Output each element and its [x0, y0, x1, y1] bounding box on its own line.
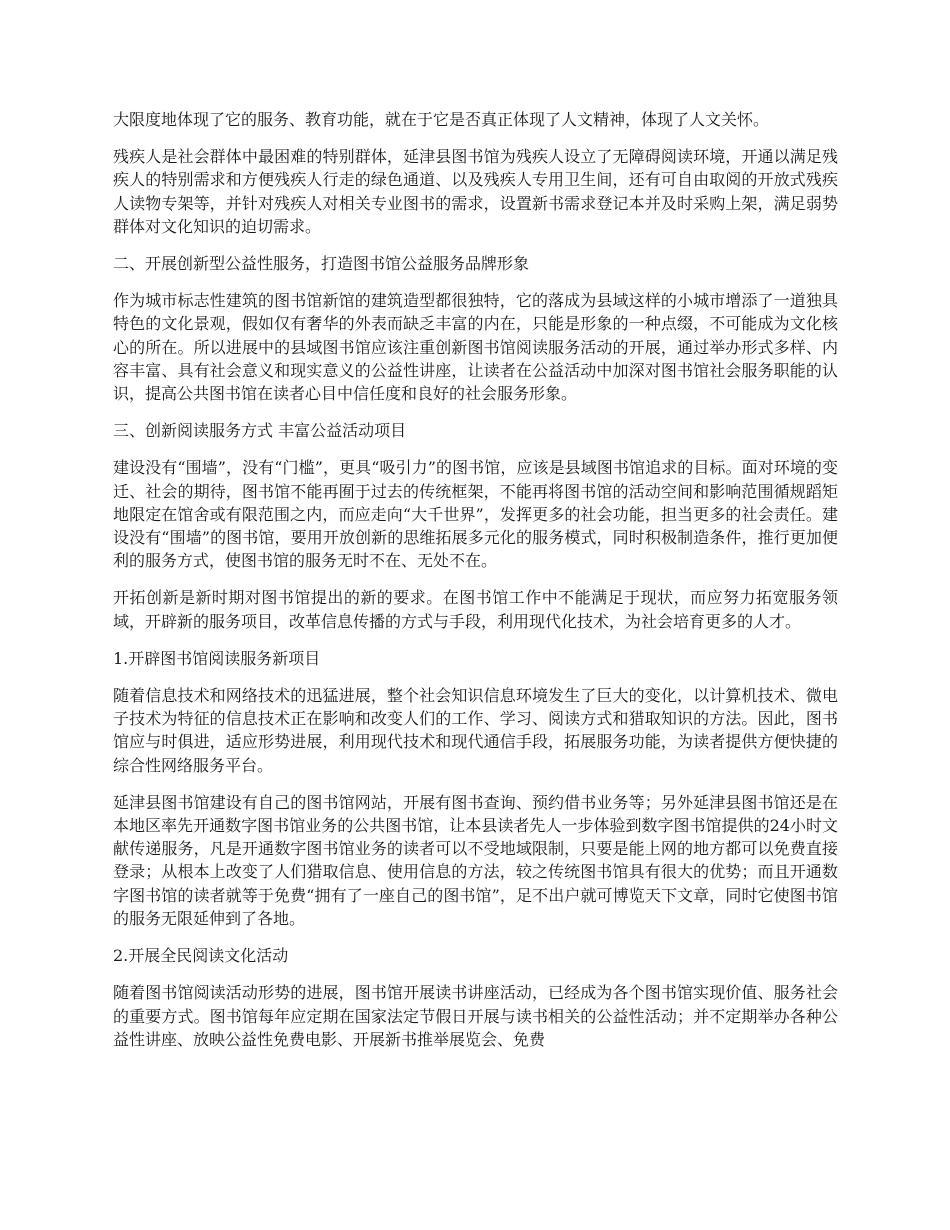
- subsection-heading: 2.开展全民阅读文化活动: [113, 946, 289, 966]
- section-heading: 三、创新阅读服务方式 丰富公益活动项目: [113, 421, 407, 441]
- paragraph: 随着信息技术和网络技术的迅猛进展，整个社会知识信息环境发生了巨大的变化，以计算机技术、微电子技术为特征的信息技术正在影响和改变人们的工作、学习、阅读方式和猎取知识的方法。因此，图书馆应与时俱进，适应形势进展，利用现代技术和现代通信手段，拓展服务功能，为读者提供方便快捷的综合性网络服务平台。: [113, 686, 838, 775]
- paragraph: 开拓创新是新时期对图书馆提出的新的要求。在图书馆工作中不能满足于现状，而应努力拓宽服务领域，开辟新的服务项目，改革信息传播的方式与手段，利用现代化技术，为社会培育更多的人才。: [113, 588, 838, 631]
- paragraph: 建设没有“围墙”，没有“门槛”，更具“吸引力”的图书馆，应该是县域图书馆追求的目标。面对环境的变迁、社会的期待，图书馆不能再囿于过去的传统框架，不能再将图书馆的活动空间和影响范围循规蹈矩地限定在馆舍或有限范围之内，而应走向“大千世界”，发挥更多的社会功能，担当更多的社会责任。建设没有“围墙”的图书馆，要用开放创新的思维拓展多元化的服务模式，同时积极制造条件，推行更加便利的服务方式，使图书馆的服务无时不在、无处不在。: [113, 458, 838, 571]
- paragraph: 大限度地体现了它的服务、教育功能，就在于它是否真正体现了人文精神，体现了人文关怀。: [113, 110, 770, 129]
- section-heading: 二、开展创新型公益性服务，打造图书馆公益服务品牌形象: [113, 254, 530, 274]
- subsection-heading: 1.开辟图书馆阅读服务新项目: [113, 648, 321, 668]
- paragraph: 作为城市标志性建筑的图书馆新馆的建筑造型都很独特，它的落成为县域这样的小城市增添了一道独具特色的文化景观，假如仅有奢华的外表而缺乏丰富的内在，只能是形象的一种点缀，不可能成为文化核心的所在。所以进展中的县域图书馆应该注重创新图书馆阅读服务活动的开展，通过举办形式多样、内容丰富、具有社会意义和现实意义的公益性讲座，让读者在公益活动中加深对图书馆社会服务职能的认识，提高公共图书馆在读者心目中信任度和良好的社会服务形象。: [113, 291, 838, 404]
- paragraph: 随着图书馆阅读活动形势的进展，图书馆开展读书讲座活动，已经成为各个图书馆实现价值、服务社会的重要方式。图书馆每年应定期在国家法定节假日开展与读书相关的公益性活动；并不定期举办各种公益性讲座、放映公益性免费电影、开展新书推举展览会、免费: [113, 983, 838, 1049]
- paragraph: 残疾人是社会群体中最困难的特别群体，延津县图书馆为残疾人设立了无障碍阅读环境，开通以满足残疾人的特别需求和方便残疾人行走的绿色通道、以及残疾人专用卫生间，还有可自由取阅的开放式残疾人读物专架等，并针对残疾人对相关专业图书的需求，设置新书需求登记本并及时采购上架，满足弱势群体对文化知识的迫切需求。: [113, 147, 838, 236]
- paragraph: 延津县图书馆建设有自己的图书馆网站，开展有图书查询、预约借书业务等；另外延津县图书馆还是在本地区率先开通数字图书馆业务的公共图书馆，让本县读者先人一步体验到数字图书馆提供的24小时文献传递服务，凡是开通数字图书馆业务的读者可以不受地域限制，只要是能上网的地方都可以免费直接登录；从根本上改变了人们猎取信息、使用信息的方法，较之传统图书馆具有很大的优势；而且开通数字图书馆的读者就等于免费“拥有了一座自己的图书馆”，足不出户就可博览天下文章，同时它使图书馆的服务无限延伸到了各地。: [113, 792, 838, 928]
